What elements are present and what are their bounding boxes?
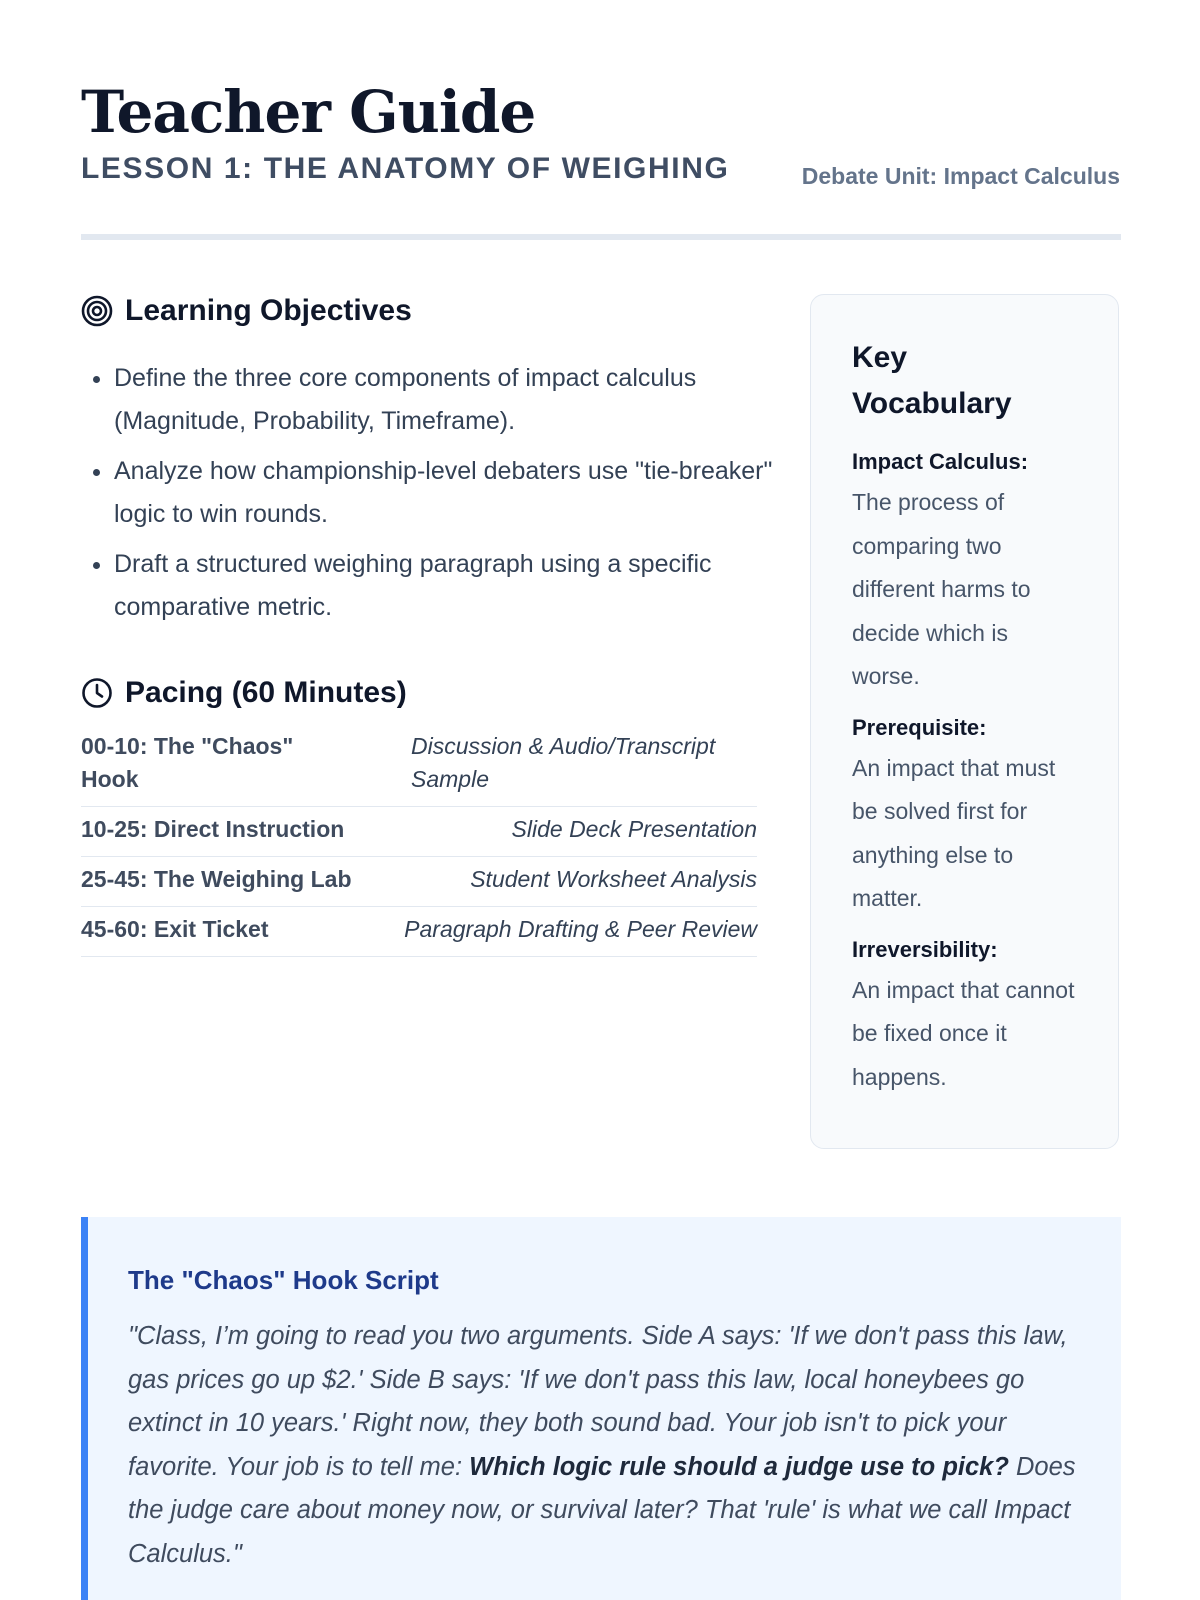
vocab-term: Impact Calculus: xyxy=(852,449,1029,474)
pacing-header xyxy=(81,676,407,710)
pacing-activity: Paragraph Drafting & Peer Review xyxy=(404,916,757,942)
list-item: • Define the three core components of impact calculus (Magnitude, Probability, Timeframe). xyxy=(114,357,794,443)
hook-script-text xyxy=(128,1315,1091,1576)
hook-heading: The "Chaos" Hook Script xyxy=(128,1265,439,1295)
hook-text-start: "Class, I’m going to read you two arguments. Side A says: 'If we don't pass this law, gas prices go up $2.' Side B says: 'If we don't pass this law, local honeybees go extinct in 10 years.' Right now, they both sound bad. Your job isn't to pick your favorite. Your job is to tell me: xyxy=(128,1322,1068,1481)
objectives-heading: Learning Objectives xyxy=(125,294,412,327)
vocab-definition: The process of comparing two different harms to decide which is worse. xyxy=(852,489,1031,689)
pacing-segment: 45-60: Exit Ticket xyxy=(81,916,269,942)
pacing-segment: 00-10: The "Chaos" Hook xyxy=(81,733,294,792)
objectives-list xyxy=(81,357,794,636)
pacing-table xyxy=(81,724,757,957)
hook-script-callout xyxy=(81,1217,1121,1600)
table-row xyxy=(81,907,757,957)
pacing-activity: Slide Deck Presentation xyxy=(511,816,757,842)
lesson-subtitle: LESSON 1: THE ANATOMY OF WEIGHING xyxy=(81,152,730,185)
clock-icon xyxy=(81,677,113,709)
list-item: • Draft a structured weighing paragraph using a specific comparative metric. xyxy=(114,543,794,629)
pacing-segment: 25-45: The Weighing Lab xyxy=(81,866,352,892)
header-divider xyxy=(81,234,1121,240)
target-icon xyxy=(81,295,113,327)
pacing-heading: Pacing (60 Minutes) xyxy=(125,676,407,709)
hook-text-end: Does the judge care about money now, or survival later? That 'rule' is what we call Impact Calculus." xyxy=(128,1452,1076,1568)
page-title: Teacher Guide xyxy=(81,78,536,146)
table-row xyxy=(81,857,757,907)
pacing-activity: Student Worksheet Analysis xyxy=(470,866,757,892)
table-row xyxy=(81,807,757,857)
vocabulary-heading: Key Vocabulary xyxy=(852,341,1012,420)
hook-text-emphasis: Which logic rule should a judge use to pick? xyxy=(469,1452,1009,1481)
vocab-definition: An impact that must be solved first for anything else to matter. xyxy=(852,754,1056,911)
objectives-header xyxy=(81,294,412,328)
list-item: • Analyze how championship-level debaters use "tie-breaker" logic to win rounds. xyxy=(114,450,794,536)
table-row xyxy=(81,724,757,807)
unit-label: Debate Unit: Impact Calculus xyxy=(801,163,1120,189)
vocab-term: Irreversibility: xyxy=(852,936,998,962)
vocab-definition: An impact that cannot be fixed once it happens. xyxy=(852,976,1075,1090)
vocabulary-card xyxy=(810,294,1119,1149)
pacing-activity: Discussion & Audio/Transcript Sample xyxy=(411,733,716,792)
vocab-term: Prerequisite: xyxy=(852,714,987,740)
pacing-segment: 10-25: Direct Instruction xyxy=(81,816,345,842)
